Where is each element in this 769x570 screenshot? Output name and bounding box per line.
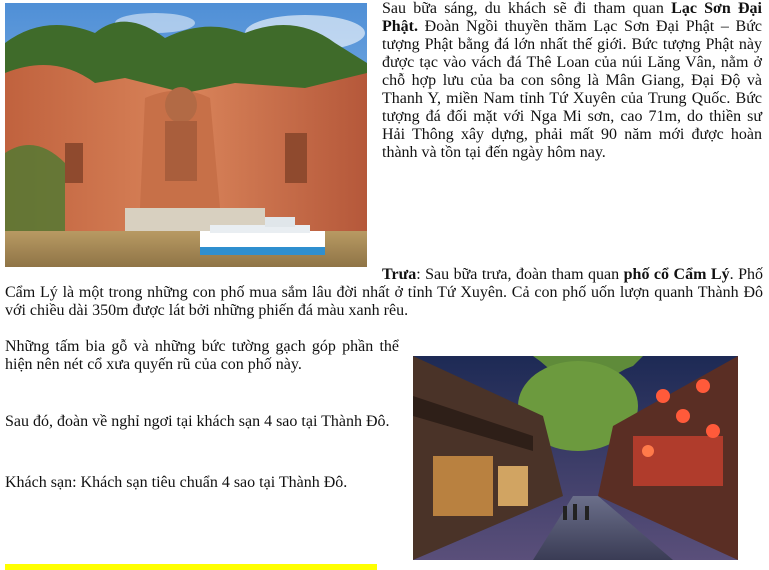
highlight-strip — [5, 564, 377, 570]
jinli-street-photo — [413, 356, 738, 560]
paragraph1-lead: Sau bữa sáng, du khách sẽ đi tham quan — [382, 0, 672, 17]
paragraph3-text: Những tấm bia gỗ và những bức tường gạch góp phần thể hiện nên nét cổ xưa quyến rũ của con phố này. — [5, 338, 399, 373]
paragraph-bia-go — [5, 338, 399, 374]
trua-label: Trưa — [382, 266, 417, 283]
paragraph-trua — [5, 266, 763, 320]
paragraph-lac-son — [382, 0, 762, 162]
paragraph2-lead: : Sau bữa trưa, đoàn tham quan — [416, 266, 624, 283]
pho-co-cam-ly-bold: phố cổ Cẩm Lý — [623, 266, 730, 283]
paragraph1-rest: Đoàn Ngồi thuyền thăm Lạc Sơn Đại Phật – Bức tượng Phật bằng đá lớn nhất thế giới. Bức tượng Phật này được tạc vào vách đá Thê Loan của núi Lăng Vân, nằm ở chỗ hợp lưu của ba con sông là Mân Giang, Đại Độ và Thanh Y, miền Nam tỉnh Tứ Xuyên của Trung Quốc. Bức tượng đá đối mặt với Nga Mi sơn, cao 71m, do thiền sư Hải Thông xây dựng, phải mất 90 năm mới được hoàn thành và tồn tại đến ngày hôm nay. — [382, 18, 762, 161]
paragraph-khach-san — [5, 474, 399, 492]
paragraph2-rest: . Phố Cẩm Lý là một trong những con phố mua sắm lâu đời nhất ở tỉnh Tứ Xuyên. Cả con phố uốn lượn quanh Thành Đô với chiều dài 350m được lát bởi những phiến đá màu xanh rêu. — [5, 266, 763, 319]
paragraph-nghi-ngoi — [5, 413, 399, 431]
leshan-buddha-photo — [5, 3, 367, 267]
lac-son-dai-phat-bold: Lạc Sơn Đại Phật. — [382, 0, 763, 35]
paragraph4-text: Sau đó, đoàn về nghỉ ngơi tại khách sạn 4 sao tại Thành Đô. — [5, 413, 390, 430]
paragraph5-text: Khách sạn: Khách sạn tiêu chuẩn 4 sao tại Thành Đô. — [5, 474, 348, 491]
